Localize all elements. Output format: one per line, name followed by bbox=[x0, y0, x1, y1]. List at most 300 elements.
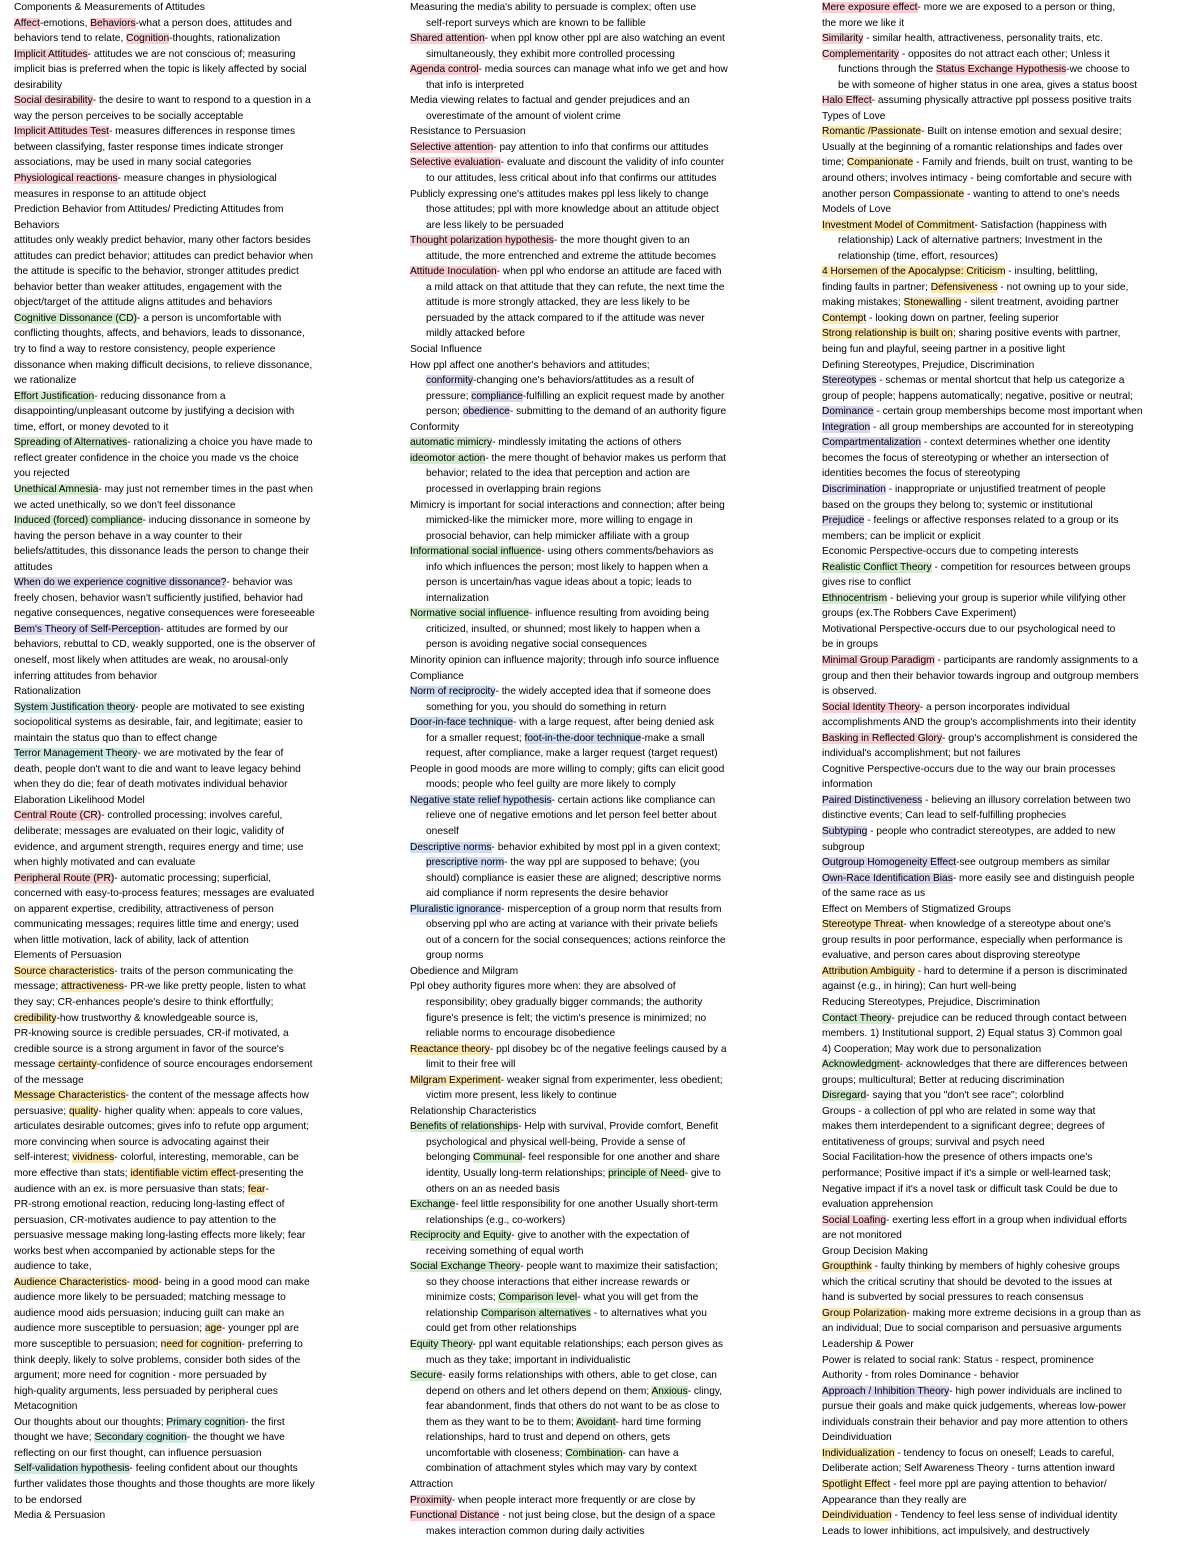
note-line bbox=[14, 591, 399, 607]
note-line bbox=[822, 917, 1194, 933]
highlighted-term: Attitude Inoculation bbox=[410, 266, 497, 278]
note-text: individual's accomplishment; but not failures bbox=[822, 748, 1021, 760]
note-text: we rationalize bbox=[14, 375, 77, 387]
note-line bbox=[14, 700, 399, 716]
note-line bbox=[822, 498, 1194, 514]
note-line bbox=[822, 1088, 1194, 1104]
note-text: person is uncertain/has vague ideas about a topic; leads to bbox=[426, 577, 692, 589]
note-line bbox=[822, 264, 1194, 280]
note-text: - feelings or affective responses related to a group or its bbox=[864, 515, 1119, 527]
note-text: to our attitudes, less critical about info that confirms our attitudes bbox=[426, 173, 717, 185]
highlighted-term: Ethnocentrism bbox=[822, 592, 888, 604]
note-line bbox=[410, 1477, 790, 1493]
note-text: measures in response to an attitude object bbox=[14, 188, 206, 200]
note-line bbox=[14, 358, 399, 374]
highlighted-term: Selective attention bbox=[410, 141, 494, 153]
note-text: Conformity bbox=[410, 421, 460, 433]
note-line bbox=[14, 109, 399, 125]
note-text: Negative impact if it's a novel task or difficult task Could be due to bbox=[822, 1183, 1118, 1195]
note-text: try to find a way to restore consistency, people experience bbox=[14, 344, 276, 356]
note-line bbox=[14, 886, 399, 902]
note-line bbox=[410, 93, 790, 109]
note-line bbox=[822, 1197, 1194, 1213]
note-line bbox=[822, 1104, 1194, 1120]
note-line bbox=[822, 1415, 1194, 1431]
note-text: -changing one's behaviors/attitudes as a result of bbox=[473, 375, 695, 387]
note-line bbox=[14, 295, 399, 311]
note-line bbox=[14, 669, 399, 685]
highlighted-term: Prejudice bbox=[822, 515, 865, 527]
note-text: - influence resulting from avoiding being bbox=[528, 608, 710, 620]
note-text: audience with an ex. is more persuasive than stats; bbox=[14, 1183, 248, 1195]
note-text: you rejected bbox=[14, 468, 70, 480]
note-text: Motivational Perspective-occurs due to our psychological need to bbox=[822, 623, 1116, 635]
note-line bbox=[410, 964, 790, 980]
note-text: - measures differences in response times bbox=[108, 126, 296, 138]
note-text: - participants are randomly assignments to a bbox=[934, 654, 1138, 666]
note-line bbox=[14, 233, 399, 249]
note-line bbox=[410, 995, 790, 1011]
highlighted-term: Investment Model of Commitment bbox=[822, 219, 975, 231]
note-line bbox=[410, 404, 790, 420]
note-line bbox=[14, 622, 399, 638]
highlighted-term: Approach / Inhibition Theory bbox=[822, 1385, 950, 1397]
note-line bbox=[410, 1446, 790, 1462]
highlighted-term: Source characteristics bbox=[14, 965, 115, 977]
note-text: on apparent expertise, credibility, attractiveness of person bbox=[14, 903, 274, 915]
note-line bbox=[14, 529, 399, 545]
note-line bbox=[822, 93, 1194, 109]
note-text: sociopolitical systems as desirable, fair, and legitimate; easier to bbox=[14, 717, 303, 729]
note-text: Behaviors bbox=[14, 219, 60, 231]
note-text: - opposites do not attract each other; Unless it bbox=[899, 48, 1110, 60]
note-text: behavior; related to the idea that perception and action are bbox=[426, 468, 690, 480]
note-text: Elements of Persuasion bbox=[14, 950, 122, 962]
note-text: persuasive; bbox=[14, 1105, 69, 1117]
note-text: message; bbox=[14, 981, 61, 993]
note-line bbox=[822, 637, 1194, 653]
note-text: beliefs/attitudes, this dissonance leads the person to change their bbox=[14, 546, 310, 558]
note-line bbox=[14, 948, 399, 964]
note-text: associations, may be used in many social categories bbox=[14, 157, 252, 169]
note-text: - bbox=[265, 1183, 269, 1195]
note-text: - attitudes we are not conscious of; measuring bbox=[87, 48, 296, 60]
highlighted-term: Contact Theory bbox=[822, 1012, 892, 1024]
highlighted-term: Proximity bbox=[410, 1494, 452, 1506]
note-text: maintain the status quo than to effect change bbox=[14, 732, 218, 744]
highlighted-term: Negative state relief hypothesis bbox=[410, 794, 552, 806]
note-text: - group's accomplishment is considered the bbox=[942, 732, 1138, 744]
note-text: audience more likely to be persuaded; matching message to bbox=[14, 1292, 286, 1304]
note-line bbox=[14, 31, 399, 47]
highlighted-term: Benefits of relationships bbox=[410, 1121, 519, 1133]
note-text: - wanting to attend to one's needs bbox=[964, 188, 1120, 200]
note-line bbox=[410, 1493, 790, 1509]
note-text: - younger ppl are bbox=[221, 1323, 299, 1335]
note-text: figure's presence is felt; the victim's presence is minimized; no bbox=[426, 1012, 707, 1024]
highlighted-term: Strong relationship is built on bbox=[822, 328, 953, 340]
note-line bbox=[14, 855, 399, 871]
note-text: - mindlessly imitating the actions of others bbox=[492, 437, 682, 449]
highlighted-term: Complementarity bbox=[822, 48, 899, 60]
highlighted-term: foot-in-the-door technique bbox=[524, 732, 642, 744]
highlighted-term: Equity Theory bbox=[410, 1339, 473, 1351]
note-text: - when people interact more frequently or are close by bbox=[451, 1494, 696, 1506]
note-text: Groups - a collection of ppl who are related in some way that bbox=[822, 1105, 1096, 1117]
note-line bbox=[410, 1150, 790, 1166]
note-text: -we choose to bbox=[1066, 64, 1130, 76]
note-text: - similar health, attractiveness, personality traits, etc. bbox=[863, 33, 1103, 45]
note-text: Ppl obey authority figures more when: they are absolved of bbox=[410, 981, 676, 993]
note-line bbox=[14, 964, 399, 980]
note-text: distinctive events; Can lead to self-fulfilling prophecies bbox=[822, 810, 1067, 822]
note-text: are less likely to be persuaded bbox=[426, 219, 564, 231]
highlighted-term: System Justification theory bbox=[14, 701, 136, 713]
highlighted-term: Cognitive Dissonance (CD) bbox=[14, 312, 137, 324]
note-line bbox=[14, 187, 399, 203]
note-line bbox=[822, 824, 1194, 840]
highlighted-term: conformity bbox=[426, 375, 473, 387]
note-text: - PR-we like pretty people, listen to what bbox=[123, 981, 306, 993]
note-line bbox=[822, 560, 1194, 576]
note-line bbox=[822, 1259, 1194, 1275]
note-text: mildly attacked before bbox=[426, 328, 526, 340]
note-line bbox=[14, 1042, 399, 1058]
note-text: - rationalizing a choice you have made to bbox=[127, 437, 313, 449]
note-text: - give to bbox=[684, 1168, 721, 1180]
highlighted-term: Integration bbox=[822, 421, 871, 433]
note-text: Effect on Members of Stigmatized Groups bbox=[822, 903, 1011, 915]
note-text: overestimate of the amount of violent crime bbox=[426, 110, 621, 122]
note-text: desirability bbox=[14, 79, 63, 91]
note-text: becomes the focus of stereotyping or whether an intersection of bbox=[822, 452, 1109, 464]
note-line bbox=[14, 326, 399, 342]
note-text: those attitudes; ppl with more knowledge about an attitude object bbox=[426, 204, 719, 216]
note-text: - tendency to focus on oneself; Leads to careful, bbox=[894, 1447, 1115, 1459]
note-text: - context determines whether one identity bbox=[921, 437, 1111, 449]
note-text: groups (ex.The Robbers Cave Experiment) bbox=[822, 608, 1017, 620]
note-line bbox=[822, 1026, 1194, 1042]
note-text: individuals constrain their behavior and pay more attention to others bbox=[822, 1416, 1128, 1428]
note-text: gives rise to conflict bbox=[822, 577, 911, 589]
note-line bbox=[822, 62, 1194, 78]
note-text: reflecting on our first thought, can influence persuasion bbox=[14, 1447, 262, 1459]
note-line bbox=[410, 871, 790, 887]
highlighted-term: Outgroup Homogeneity Effect bbox=[822, 857, 957, 869]
highlighted-term: Social Loafing bbox=[822, 1214, 887, 1226]
note-line bbox=[410, 1259, 790, 1275]
note-text: of the message bbox=[14, 1074, 84, 1086]
highlighted-term: attractiveness bbox=[61, 981, 124, 993]
highlighted-term: Informational social influence bbox=[410, 546, 542, 558]
note-line bbox=[822, 855, 1194, 871]
highlighted-term: Stereotypes bbox=[822, 375, 877, 387]
note-line bbox=[822, 715, 1194, 731]
note-text: belonging bbox=[426, 1152, 474, 1164]
note-text: hand is subverted by social pressures to reach consensus bbox=[822, 1292, 1084, 1304]
note-text: deliberate; messages are evaluated on their logic, validity of bbox=[14, 825, 285, 837]
note-line bbox=[822, 933, 1194, 949]
note-text: -what a person does, attitudes and bbox=[135, 17, 292, 29]
highlighted-term: Spotlight Effect bbox=[822, 1478, 891, 1490]
note-text: simultaneously, they exhibit more controlled processing bbox=[426, 48, 675, 60]
note-text: be in groups bbox=[822, 639, 879, 651]
highlighted-term: Bem's Theory of Self-Perception bbox=[14, 623, 161, 635]
note-line bbox=[14, 171, 399, 187]
note-text: group norms bbox=[426, 950, 484, 962]
note-line bbox=[14, 871, 399, 887]
note-text: - feeling confident about our thoughts bbox=[129, 1463, 298, 1475]
note-line bbox=[14, 575, 399, 591]
note-line bbox=[410, 1182, 790, 1198]
note-line bbox=[410, 544, 790, 560]
note-line bbox=[822, 622, 1194, 638]
note-line bbox=[410, 1073, 790, 1089]
note-line bbox=[410, 1213, 790, 1229]
note-text: - feel more ppl are paying attention to behavior/ bbox=[890, 1478, 1107, 1490]
note-line bbox=[822, 1477, 1194, 1493]
note-text: - exerting less effort in a group when individual efforts bbox=[886, 1214, 1127, 1226]
note-line bbox=[822, 979, 1194, 995]
note-line bbox=[410, 855, 790, 871]
note-text: Social Influence bbox=[410, 344, 482, 356]
note-text: - the widely accepted idea that if someone does bbox=[495, 686, 711, 698]
note-text: - inducing dissonance in someone by bbox=[142, 515, 311, 527]
note-text: - we are motivated by the fear of bbox=[137, 748, 284, 760]
note-text: should) compliance is easier these are aligned; descriptive norms bbox=[426, 872, 722, 884]
note-line bbox=[410, 715, 790, 731]
note-text: - Help with survival, Provide comfort, Benefit bbox=[518, 1121, 719, 1133]
note-line bbox=[14, 420, 399, 436]
note-line bbox=[410, 575, 790, 591]
note-line bbox=[14, 746, 399, 762]
note-line bbox=[410, 902, 790, 918]
note-text: - certain group memberships become most important when bbox=[873, 406, 1143, 418]
note-line bbox=[410, 155, 790, 171]
highlighted-term: Audience Characteristics bbox=[14, 1276, 127, 1288]
highlighted-term: Social Identity Theory bbox=[822, 701, 920, 713]
note-text: - insulting, belittling, bbox=[1005, 266, 1098, 278]
note-text: - to alternatives what you bbox=[590, 1307, 707, 1319]
highlighted-term: Primary cognition bbox=[166, 1416, 246, 1428]
note-text: having the person behave in a way counter to their bbox=[14, 530, 243, 542]
note-line bbox=[822, 218, 1194, 234]
note-line bbox=[14, 342, 399, 358]
note-line bbox=[822, 78, 1194, 94]
note-line bbox=[822, 575, 1194, 591]
note-text: processed in overlapping brain regions bbox=[426, 483, 601, 495]
highlighted-term: Attribution Ambiguity bbox=[822, 965, 915, 977]
note-line bbox=[410, 140, 790, 156]
note-line bbox=[410, 358, 790, 374]
note-text: of the same race as us bbox=[822, 888, 926, 900]
note-text: Publicly expressing one's attitudes makes ppl less likely to change bbox=[410, 188, 709, 200]
highlighted-term: Selective evaluation bbox=[410, 157, 501, 169]
note-line bbox=[822, 280, 1194, 296]
note-line bbox=[822, 886, 1194, 902]
note-line bbox=[410, 498, 790, 514]
note-line bbox=[410, 1353, 790, 1369]
note-text: - attitudes are formed by our bbox=[160, 623, 289, 635]
note-line bbox=[822, 1182, 1194, 1198]
highlighted-term: Disregard bbox=[822, 1090, 867, 1102]
highlighted-term: identifiable victim effect bbox=[130, 1168, 236, 1180]
note-text: much as they take; important in individualistic bbox=[426, 1354, 631, 1366]
note-line bbox=[14, 1197, 399, 1213]
note-line bbox=[822, 124, 1194, 140]
highlighted-term: Social desirability bbox=[14, 95, 93, 107]
note-text: Elaboration Likelihood Model bbox=[14, 794, 145, 806]
note-line bbox=[14, 1088, 399, 1104]
note-line bbox=[410, 653, 790, 669]
note-line bbox=[822, 31, 1194, 47]
note-line bbox=[410, 684, 790, 700]
note-text: - behavior was bbox=[226, 577, 293, 589]
highlighted-term: Similarity bbox=[822, 33, 864, 45]
note-line bbox=[410, 1104, 790, 1120]
note-text: PR-strong emotional reaction, reducing long-lasting effect of bbox=[14, 1199, 285, 1211]
note-line bbox=[14, 62, 399, 78]
highlighted-term: Reciprocity and Equity bbox=[410, 1230, 512, 1242]
note-line bbox=[822, 1368, 1194, 1384]
note-text: oneself bbox=[426, 825, 459, 837]
note-text: - feel responsible for one another and share bbox=[522, 1152, 720, 1164]
note-line bbox=[822, 529, 1194, 545]
note-text: Social Facilitation-how the presence of others impacts one's bbox=[822, 1152, 1093, 1164]
note-line bbox=[822, 653, 1194, 669]
note-text: - competition for resources between groups bbox=[931, 561, 1131, 573]
note-text: Minority opinion can influence majority; through info source influence bbox=[410, 654, 720, 666]
note-text: the attitude is specific to the behavior, stronger attitudes predict bbox=[14, 266, 299, 278]
note-text: message bbox=[14, 1059, 59, 1071]
note-line bbox=[410, 1430, 790, 1446]
note-line bbox=[822, 606, 1194, 622]
note-line bbox=[822, 964, 1194, 980]
note-line bbox=[410, 420, 790, 436]
note-text: which the critical scrutiny that should be devoted to the issues at bbox=[822, 1276, 1112, 1288]
note-text: be with someone of higher status in one area, gives a status boost bbox=[838, 79, 1138, 91]
note-text: Attraction bbox=[410, 1478, 454, 1490]
note-text: fear abandonment, finds that others do not want to be as close to bbox=[426, 1401, 720, 1413]
note-text: behavior better than weaker attitudes, engagement with the bbox=[14, 281, 282, 293]
note-line bbox=[14, 777, 399, 793]
note-text: - feel little responsibility for one another Usually short-term bbox=[455, 1199, 719, 1211]
note-text: - Family and friends, built on trust, wanting to be bbox=[913, 157, 1133, 169]
note-line bbox=[14, 16, 399, 32]
note-text: Economic Perspective-occurs due to competing interests bbox=[822, 546, 1079, 558]
note-line bbox=[822, 1508, 1194, 1524]
highlighted-term: Contempt bbox=[822, 312, 867, 324]
note-line bbox=[410, 1399, 790, 1415]
note-line bbox=[14, 606, 399, 622]
note-text: internalization bbox=[426, 592, 489, 604]
note-line bbox=[822, 871, 1194, 887]
note-line bbox=[822, 513, 1194, 529]
note-line bbox=[822, 311, 1194, 327]
note-line bbox=[410, 62, 790, 78]
note-text: -thoughts, rationalization bbox=[169, 33, 281, 45]
note-line bbox=[822, 1524, 1194, 1540]
note-text: -how trustworthy & knowledgeable source is, bbox=[56, 1012, 259, 1024]
highlighted-term: Compartmentalization bbox=[822, 437, 922, 449]
note-text: - the first bbox=[245, 1416, 285, 1428]
note-text: being fun and playful, seeing partner in a positive light bbox=[822, 344, 1065, 356]
note-text: entitativeness of groups; survival and psych need bbox=[822, 1136, 1045, 1148]
note-text: depend on others and let others depend on them; bbox=[426, 1385, 652, 1397]
note-line bbox=[410, 1197, 790, 1213]
note-line bbox=[410, 917, 790, 933]
note-line bbox=[822, 342, 1194, 358]
note-text: - the desire to want to respond to a question in a bbox=[92, 95, 311, 107]
note-line bbox=[822, 731, 1194, 747]
highlighted-term: Anxious bbox=[651, 1385, 688, 1397]
note-text: articulates desirable outcomes; gives info to refute opp argument; bbox=[14, 1121, 310, 1133]
note-line bbox=[14, 1399, 399, 1415]
note-line bbox=[410, 109, 790, 125]
highlighted-term: Effort Justification bbox=[14, 390, 95, 402]
note-line bbox=[822, 1430, 1194, 1446]
note-line bbox=[822, 233, 1194, 249]
note-text: Reducing Stereotypes, Prejudice, Discrimination bbox=[822, 997, 1041, 1008]
note-line bbox=[822, 1337, 1194, 1353]
highlighted-term: Self-validation hypothesis bbox=[14, 1463, 130, 1475]
note-line bbox=[410, 326, 790, 342]
note-line bbox=[410, 47, 790, 63]
note-line bbox=[14, 1477, 399, 1493]
note-line bbox=[410, 249, 790, 265]
note-text: relationship) Lack of alternative partners; Investment in the bbox=[838, 235, 1103, 247]
note-text: way the person perceives to be socially acceptable bbox=[14, 110, 244, 122]
highlighted-term: Group Polarization bbox=[822, 1307, 907, 1319]
highlighted-term: Defensiveness bbox=[930, 281, 998, 293]
highlighted-term: Norm of reciprocity bbox=[410, 686, 496, 698]
note-text: - automatic processing; superficial, bbox=[114, 872, 272, 884]
highlighted-term: When do we experience cognitive dissonance? bbox=[14, 577, 227, 589]
note-text: argument; more need for cognition - more persuaded by bbox=[14, 1370, 267, 1382]
note-text: People in good moods are more willing to comply; gifts can elicit good bbox=[410, 763, 725, 775]
note-line bbox=[410, 1244, 790, 1260]
note-line bbox=[14, 249, 399, 265]
note-line bbox=[410, 529, 790, 545]
note-line bbox=[822, 1166, 1194, 1182]
note-text: persuasive message making long-lasting effects more likely; fear bbox=[14, 1230, 306, 1242]
note-line bbox=[822, 435, 1194, 451]
note-line bbox=[14, 1461, 399, 1477]
note-line bbox=[822, 746, 1194, 762]
note-text: the more we like it bbox=[822, 17, 905, 29]
note-line bbox=[822, 451, 1194, 467]
highlighted-term: Spreading of Alternatives bbox=[14, 437, 128, 449]
highlighted-term: Implicit Attitudes bbox=[14, 48, 88, 60]
note-text: persuasion, CR-motivates audience to pay attention to the bbox=[14, 1214, 277, 1226]
note-line bbox=[14, 1057, 399, 1073]
note-line bbox=[410, 637, 790, 653]
note-text: Components & Measurements of Attitudes bbox=[14, 2, 205, 13]
note-text: - measure changes in physiological bbox=[117, 173, 277, 185]
note-line bbox=[822, 995, 1194, 1011]
note-line bbox=[14, 902, 399, 918]
note-text: - using others comments/behaviors as bbox=[541, 546, 714, 558]
note-text: PR-knowing source is credible persuades, CR-if motivated, a bbox=[14, 1028, 289, 1040]
note-text: - not just being close, but the design of a space bbox=[499, 1510, 716, 1522]
note-text: - bbox=[126, 1276, 133, 1288]
note-text: persuaded by the attack compared to if the attitude was never bbox=[426, 312, 705, 324]
note-line bbox=[822, 358, 1194, 374]
note-line bbox=[14, 1321, 399, 1337]
note-line bbox=[822, 591, 1194, 607]
note-text: - certain actions like compliance can bbox=[551, 794, 716, 806]
note-line bbox=[14, 1011, 399, 1027]
